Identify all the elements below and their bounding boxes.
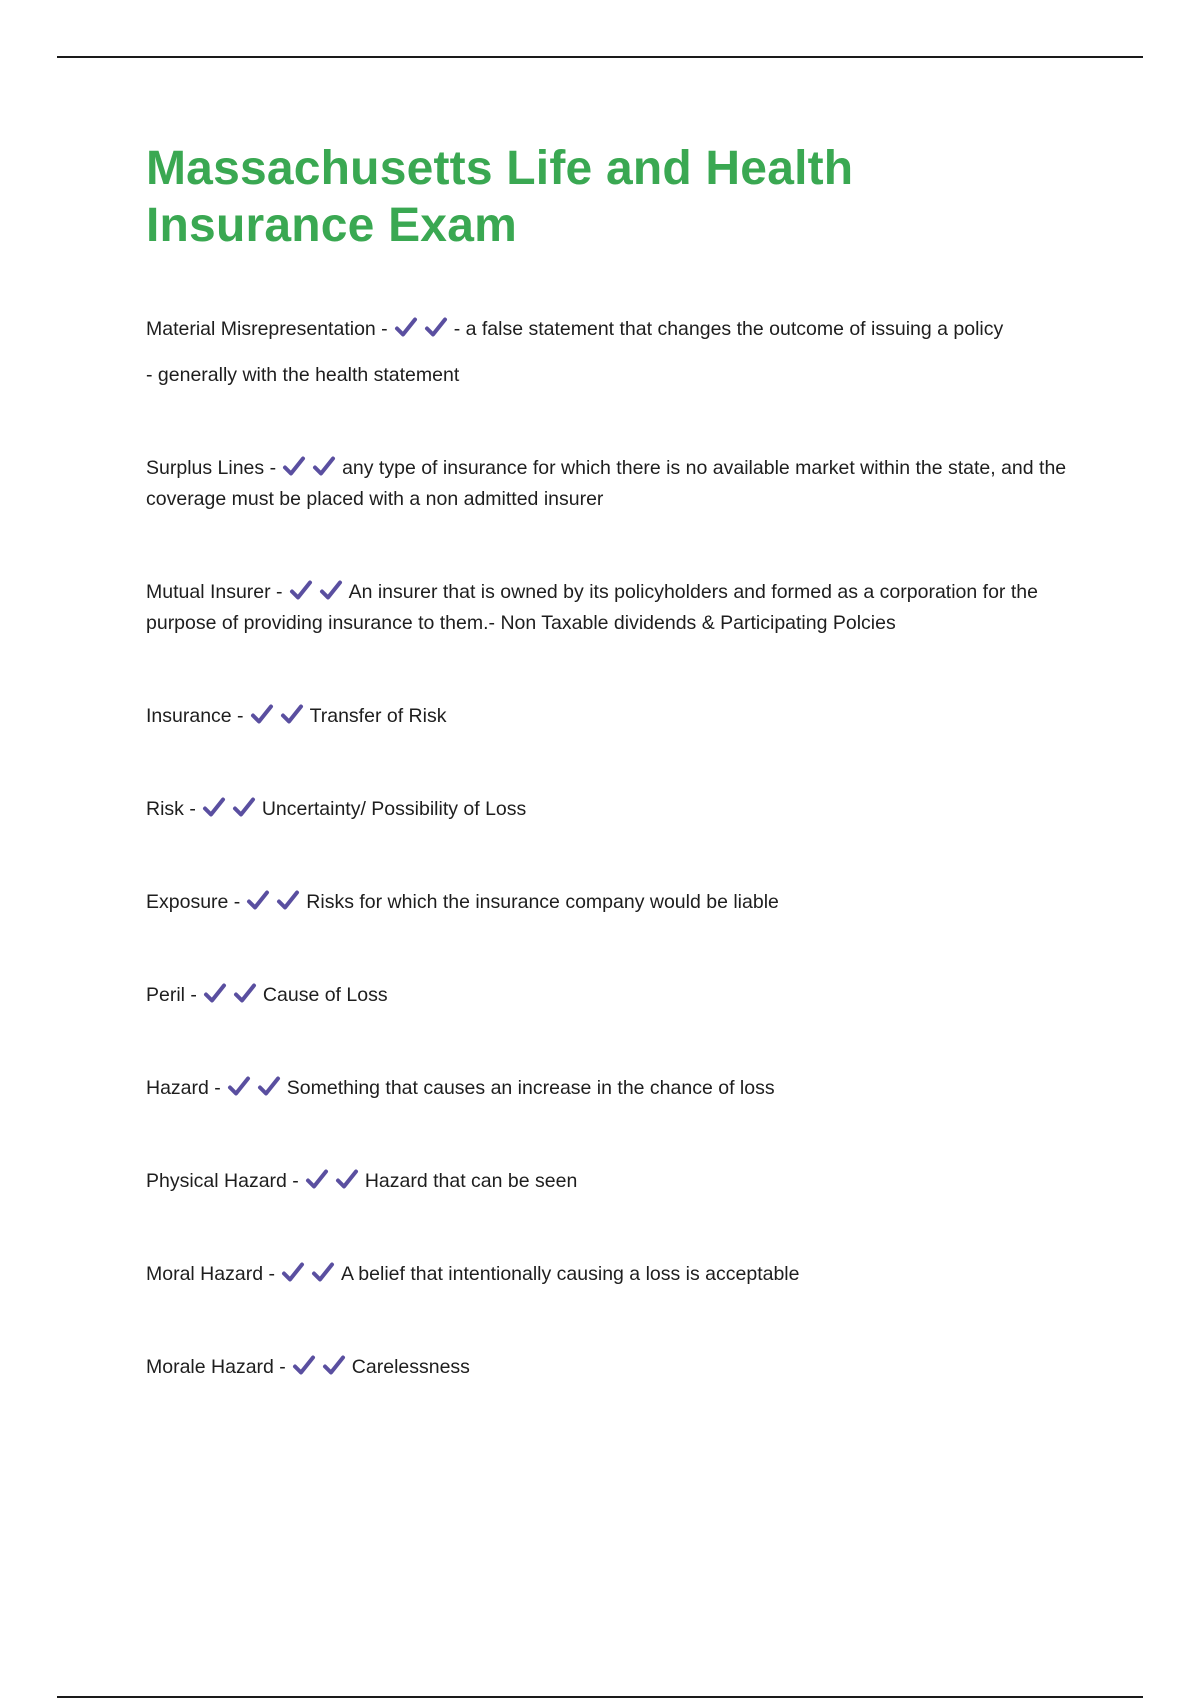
checkmark-icon (202, 795, 226, 819)
checkmark-icon (322, 1353, 346, 1377)
term-entry (146, 1073, 1096, 1104)
term-entry (146, 980, 1096, 1011)
checkmark-icon (312, 454, 336, 478)
term-definition: any type of insurance for which there is no available market within the state, and the coverage must be placed with a non admitted insurer (146, 457, 1067, 510)
checkmark-icon (203, 981, 227, 1005)
term-label: Hazard - (146, 1077, 221, 1099)
document-body (146, 140, 1096, 1445)
term-definition: - a false statement that changes the outcome of issuing a policy (453, 318, 1004, 340)
checkmark-icon (394, 315, 418, 339)
term-entry (146, 1259, 1096, 1290)
top-rule (57, 56, 1143, 58)
document-title (146, 140, 1096, 254)
checkmark-icon (424, 315, 448, 339)
term-definition: An insurer that is owned by its policyholders and formed as a corporation for the purpose of providing insurance to them.- Non Taxable dividends & Participating Polcies (146, 581, 1038, 634)
checkmark-icon (281, 1260, 305, 1284)
term-label: Material Misrepresentation - (146, 318, 388, 340)
term-label: Insurance - (146, 705, 244, 727)
term-entry (146, 794, 1096, 825)
checkmark-icon (246, 888, 270, 912)
term-entry (146, 701, 1096, 732)
term-label: Surplus Lines - (146, 457, 277, 479)
term-definition: Risks for which the insurance company would be liable (306, 891, 779, 913)
checkmark-icon (233, 981, 257, 1005)
title-line-1: Massachusetts Life and Health (146, 142, 854, 195)
checkmark-icon (292, 1353, 316, 1377)
checkmark-icon (311, 1260, 335, 1284)
checkmark-icon (276, 888, 300, 912)
term-entry (146, 314, 1096, 391)
checkmark-icon (305, 1167, 329, 1191)
term-definition: A belief that intentionally causing a loss is acceptable (340, 1263, 800, 1285)
term-label: Risk - (146, 798, 196, 820)
definition-continuation: - generally with the health statement (146, 364, 460, 386)
term-entry (146, 453, 1096, 515)
term-definition: Cause of Loss (262, 984, 388, 1006)
term-definition: Uncertainty/ Possibility of Loss (261, 798, 527, 820)
term-list (146, 314, 1096, 1383)
term-label: Moral Hazard - (146, 1263, 275, 1285)
term-definition: Transfer of Risk (309, 705, 447, 727)
checkmark-icon (335, 1167, 359, 1191)
checkmark-icon (319, 578, 343, 602)
checkmark-icon (257, 1074, 281, 1098)
term-label: Peril - (146, 984, 197, 1006)
checkmark-icon (250, 702, 274, 726)
term-entry (146, 887, 1096, 918)
term-definition: Something that causes an increase in the chance of loss (286, 1077, 775, 1099)
term-entry (146, 1352, 1096, 1383)
term-label: Physical Hazard - (146, 1170, 299, 1192)
checkmark-icon (232, 795, 256, 819)
term-label: Morale Hazard - (146, 1356, 286, 1378)
term-definition: Hazard that can be seen (364, 1170, 578, 1192)
term-definition: Carelessness (351, 1356, 470, 1378)
title-line-2: Insurance Exam (146, 199, 517, 252)
term-entry (146, 1166, 1096, 1197)
checkmark-icon (289, 578, 313, 602)
term-entry (146, 577, 1096, 639)
checkmark-icon (282, 454, 306, 478)
checkmark-icon (280, 702, 304, 726)
term-label: Exposure - (146, 891, 241, 913)
term-label: Mutual Insurer - (146, 581, 283, 603)
bottom-rule (57, 1696, 1143, 1698)
checkmark-icon (227, 1074, 251, 1098)
